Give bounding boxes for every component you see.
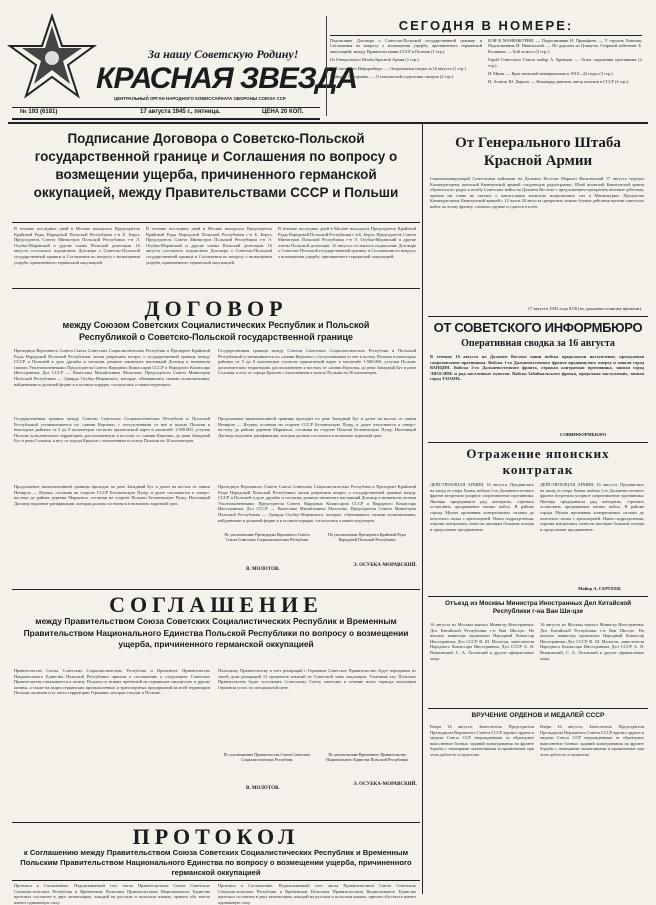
awards-col-2: Вчера 16 августа, Заместитель Председателя Президиума Верховного Совета СССР вручил ордена и медали Союза ССР награжденным за образцовое выполнение боевых заданий командования на фронте борьбы с немецкими захватчиками и проявленные при этом доблесть и мужество. (540, 724, 644, 757)
newspaper-title: КРАСНАЯ ЗВЕЗДА (96, 62, 358, 95)
japan-title: Отражение японских контратак (466, 446, 610, 477)
today-item: И. Асанов, Ю. Дарьин. — Командир дивизии, автор поисков в СССР (4 стр.). (488, 79, 630, 85)
treaty-col-2b: Продолжение вышеописанной границы проходит по реке Западный Буг и далее на восток от линии Немиров — Ялувка, оставляя на стороне СССР Беловежскую Пущу, и далее отклоняется к северо-востоку до района деревни Марыньск, оставляя на стороне Польши Беловежскую Пущу. Настоящий Договор подлежит ратификации, которая должна состояться в возможно короткий срок. (218, 416, 416, 438)
today-item: Подписание Договора о Советско-Польской государственной границе и Соглашения по вопросу о возмещении ущерба, причиненного германской оккупацией, между Правительствами СССР и Польши (1 стр.). (330, 38, 482, 54)
today-list-right (488, 38, 642, 85)
treaty-col-2: Государственная граница между Союзом Советских Социалистических Республик и Польской Республикой устанавливается по «линии Керзона» с отступлениями от нее в пользу Польши в некоторых районах от 5 до 8 километров согласно прилагаемой карте в масштабе 1:500.000, уступая Польше дополнительно территорию, расположенную к востоку от «линии Керзона» до реки Западный Буг и реки Солокия, к югу от города Крылов с отклонением в пользу Польши на 30 километров. (218, 348, 416, 376)
intro-col-2: В течение последних дней в Москве находился Председатель Крайовой Рады Народовой Польской Республики г-н Б. Берут, Председатель Совета Министров Польской Республики г-н Э. Осубка-Моравский и другие члены Польской делегации. 16 августа состоялось подписание Договора о Советско-Польской государственной границе и Соглашения по вопросу о возмещении ущерба, причиненного германской оккупацией. (146, 226, 272, 265)
today-item: БОИ В МАНЬЧЖУРИИ. — Подполковник Н. Прокофьев. — У отрогов Хингана; Подполковник Н. Никольский. — По дорогам из Цзямусы; Старший лейтенант Б. Косинков. — Бой за мост (3 стр.). (488, 38, 642, 54)
today-item: Майор С. Писаренко. — О тактической подготовке саперов (2 стр.). (330, 74, 455, 80)
today-list-left (330, 38, 482, 79)
awards-title: ВРУЧЕНИЕ ОРДЕНОВ И МЕДАЛЕЙ СССР (471, 712, 605, 719)
treaty-col-2c: Президиум Верховного Совета Союза Советских Социалистических Республик и Президент Крайовой Рады Народовой Польской Республики, желая разрешить вопрос о государственной границе между СССР и Польшей в духе дружбы и согласия, решили заключить настоящий Договор и назначили своими Уполномоченными: Председателя Совета Народных Комиссаров СССР и Народного Комиссара Иностранных Дел СССР — Вячеслава Михайловича Молотова; Председателя Совета Министров Польской Республики — Эдварда Осубку-Моравского, которые, обменявшись своими полномочиями, найденными в должной форме и в полном порядке, согласились о нижеследующем. (218, 484, 416, 523)
treaty-col-1: Президиум Верховного Совета Союза Советских Социалистических Республик и Президент Крайовой Рады Народовой Польской Республики, желая разрешить вопрос о государственной границе между СССР и Польшей в духе дружбы и согласия, решили заключить настоящий Договор и назначили своими Уполномоченными: Председателя Совета Народных Комиссаров СССР и Народного Комиссара Иностранных Дел СССР — Вячеслава Михайловича Молотова; Председателя Совета Министров Польской Республики — Эдварда Осубку-Моравского, которые, обменявшись своими полномочиями, найденными в должной форме и в полном порядке, согласились о нижеследующем. (14, 348, 210, 387)
sig-caption-ussr: По уполномочию Президиума Верховного Совета Союза Советских Социалистических Республик (224, 532, 310, 542)
issue-number: № 193 (6181) (20, 109, 58, 115)
treaty-col-1c: Продолжение вышеописанной границы проходит по реке Западный Буг и далее на восток от линии Немиров — Ялувка, оставляя на стороне СССР Беловежскую Пущу, и далее отклоняется к северо-востоку до района деревни Марыньск, оставляя на стороне Польши Беловежскую Пущу. Настоящий Договор подлежит ратификации, которая должна состояться в возможно короткий срок. (14, 484, 210, 506)
awards-col-1: Вчера 16 августа, Заместитель Председателя Президиума Верховного Совета СССР вручил ордена и медали Союза ССР награжденным за образцовое выполнение боевых заданий командования на фронте борьбы с немецкими захватчиками и проявленные при этом доблесть и мужество. (430, 724, 534, 757)
agreement-col-1: Правительство Союза Советских Социалистических Республик и Временное Правительство Национального Единства Польской Республики пришли к соглашению о следующем: Советское Правительство отказывается в пользу Польши от всяких претензий на германское имущество и другие активы, а также на акции германских промышленных и транспортных предприятий на всей территории Польши, включая и ту часть территории Германии, которая отходит к Польше. (14, 668, 210, 696)
general-staff-text: Главнокомандующий Советскими войсками на Дальнем Востоке Маршал Василевский 17 августа передал Командующему японской Квантунской армией следующую радиограмму: Штаб японской Квантунской армии обратился по радио к штабу Советских войск на Дальнем Востоке с предложением прекратить военные действия, причем ни слова не сказано о капитуляции японских вооруженных сил в Маньчжурии. Предлагаю Командующему Квантунской армией с 12 часов 20 августа прекратить всякие боевые действия против советских войск по всему фронту, сложить оружие и сдаться в плен. (430, 176, 644, 209)
agreement-subtitle: между Правительством Союза Советских Социалистических Республик и Временным Правительством Национального Единства Польской Республики по вопросу о возмещении ущерба, причиненного германской оккупацией (23, 616, 409, 649)
japan-col-2: ДЕЙСТВУЮЩАЯ АРМИЯ, 16 августа. Продвигаясь на запад от озера Ханка, войска 1-го Дальневосточного фронта встретили упорное сопротивление противника. Японцы предприняли ряд контратак, стремясь остановить продвижение наших войск. В районе города Мулин противник контратаковал силами до пехотного полка с артиллерией. Наши подразделения, отразив контратаки, нанесли японцам большие потери и продолжают продвижение. (540, 482, 644, 532)
price: ЦЕНА 20 КОП. (262, 109, 304, 115)
signature-osubka: Э. ОСУБКА-МОРАВСКИЙ. (353, 563, 417, 568)
informburo-subtitle: Оперативная сводка за 16 августа (461, 338, 615, 349)
protocol-title: ПРОТОКОЛ (132, 824, 300, 849)
treaty-col-1b: Государственная граница между Союзом Советских Социалистических Республик и Польской Республикой устанавливается по «линии Керзона» с отступлениями от нее в пользу Польши в некоторых районах от 5 до 8 километров согласно прилагаемой карте в масштабе 1:500.000, уступая Польше дополнительно территорию, расположенную к востоку от «линии Керзона» до реки Западный Буг и реки Солокия, к югу от города Крылов с отклонением в пользу Польши на 30 километров. (14, 416, 210, 444)
main-headline: Подписание Договора о Советско-Польской государственной границе и Соглашения по вопросу о возмещении ущерба, причиненного германской оккупацией, между Правительствами СССР и Польши (33, 131, 399, 200)
general-staff-title: От Генерального Штаба Красной Армии (455, 135, 621, 169)
treaty-subtitle: между Союзом Советских Социалистических Республик и Польской Республикой о Советско-Польской государственной границе (62, 320, 370, 342)
today-item: И. Мини. — Крах японской империализма в 1918—22 годах (3 стр.). (488, 71, 614, 77)
ambassador-col-1: 16 августа из Москвы выехал Министр Иностранных Дел Китайской Республики г-н Ван Ши-цзе. На вокзале министра провожали Народный Комиссар Иностранных Дел СССР В. М. Молотов, заместители Народного Комиссара Иностранных Дел СССР А. Я. Вышинский, С. А. Лозовский и другие официальные лица. (430, 622, 534, 661)
sig-caption-poland: По уполномочию Президента Крайовой Рады Народовой Польской Республики (328, 532, 406, 542)
intro-col-1: В течение последних дней в Москве находился Председатель Крайовой Рады Народовой Польской Республики г-н Б. Берут, Председатель Совета Министров Польской Республики г-н Э. Осубка-Моравский и другие члены Польской делегации. 16 августа состоялось подписание Договора о Советско-Польской государственной границе и Соглашения по вопросу о возмещении ущерба, причиненного германской оккупацией. (14, 226, 140, 265)
signature-molotov-2: В. МОЛОТОВ. (246, 786, 280, 791)
general-staff-date: 17 августа 1945 года 8.00 (по дальневосточному времени). (527, 306, 642, 311)
issue-date: 17 августа 1945 г., пятница. (140, 109, 221, 115)
ambassador-col-2: 16 августа из Москвы выехал Министр Иностранных Дел Китайской Республики г-н Ван Ши-цзе. На вокзале министра провожали Народный Комиссар Иностранных Дел СССР В. М. Молотов, заместители Народного Комиссара Иностранных Дел СССР А. Я. Вышинский, С. А. Лозовский и другие официальные лица. (540, 622, 644, 661)
signature-osubka-2: Э. ОСУБКА-МОРАВСКИЙ. (353, 782, 417, 787)
protocol-col-2: Протокол к Соглашению. Подписываемый сего числа Правительством Союза Советских Социалистических Республик и Временным Польским Правительством Национального Единства протокол составлен в двух экземплярах, каждый на русском и польском языках, причем оба текста имеют одинаковую силу. (218, 883, 416, 905)
masthead-star (8, 14, 96, 102)
japan-col-1: ДЕЙСТВУЮЩАЯ АРМИЯ, 16 августа. Продвигаясь на запад от озера Ханка, войска 1-го Дальневосточного фронта встретили упорное сопротивление противника. Японцы предприняли ряд контратак, стремясь остановить продвижение наших войск. В районе города Мулин противник контратаковал силами до пехотного полка с артиллерией. Наши подразделения, отразив контратаки, нанесли японцам большие потери и продолжают продвижение. (430, 482, 534, 532)
informburo-signoff: СОВИНФОРМБЮРО (560, 432, 607, 437)
today-item: От Генерального Штаба Красной Армии (1 стр.). (330, 57, 420, 63)
sig-caption-poland-gov: По уполномочию Временного Правительства Национального Единства Польской Республики (326, 752, 408, 762)
slogan: За нашу Советскую Родину! (148, 47, 299, 61)
ambassador-title: Отъезд из Москвы Министра Иностранных Дел Китайской Республики г-на Ван Ши-цзе (444, 600, 632, 615)
sig-caption-ussr-gov: По уполномочию Правительства Союза Советских Социалистических Республик (223, 752, 311, 762)
japan-author: Майор А. СЕРГЕЕВ. (578, 586, 622, 591)
protocol-col-1: Протокол к Соглашению. Подписываемый сего числа Правительством Союза Советских Социалистических Республик и Временным Польским Правительством Национального Единства протокол составлен в двух экземплярах, каждый на русском и польском языках, причем оба текста имеют одинаковую силу. (14, 883, 210, 905)
today-header: СЕГОДНЯ В НОМЕРЕ: (398, 18, 574, 33)
treaty-title: ДОГОВОР (144, 296, 288, 321)
newspaper-subtitle: ЦЕНТРАЛЬНЫЙ ОРГАН НАРОДНОГО КОМИССАРИАТА ОБОРОНЫ СОЮЗА ССР (114, 96, 286, 101)
informburo-title: ОТ СОВЕТСКОГО ИНФОРМБЮРО (433, 320, 643, 335)
agreement-title: СОГЛАШЕНИЕ (109, 592, 323, 617)
intro-col-3: В течение последних дней в Москве находился Председатель Крайовой Рады Народовой Польской Республики г-н Б. Берут, Председатель Совета Министров Польской Республики г-н Э. Осубка-Моравский и другие члены Польской делегации. 16 августа состоялось подписание Договора о Советско-Польской государственной границе и Соглашения по вопросу о возмещении ущерба, причиненного германской оккупацией. (278, 226, 416, 259)
today-item: От Советского Информбюро. — Оперативная сводка за 16 августа (1 стр.). (330, 65, 467, 71)
informburo-text: В течение 16 августа на Дальнем Востоке наши войска продолжали наступление, преодолевая сопротивление противника. Войска 1-го Дальневосточного фронта продвинулись вперед и заняли город ВАНЦИН. Войска 2-го Дальневосточного фронта, отражая контратаки противника, заняли город ЛЯОСЯНЬ и ряд населенных пунктов. Войска Забайкальского фронта, продолжая наступление, заняли город ТАОАНЬ. (430, 354, 644, 382)
today-item: Герой Советского Союза майор А. Кривцов. — Опыт окружения противника (2 стр.). (488, 57, 642, 68)
agreement-col-2: Польскому Правительству в счет репараций с Германии Советское Правительство будет передавать из своей доли репараций 15 процентов изъятий из Советской зоны оккупации. Учитывая это, Польское Правительство будет поставлять Советскому Союзу ежегодно в течение всего периода оккупации Германии уголь по специальной цене. (218, 668, 416, 690)
protocol-subtitle: к Соглашению между Правительством Союза Советских Социалистических Республик и Временным Польским Правительством Национального Единства по вопросу о возмещении ущерба, причиненного германской оккупацией (20, 848, 412, 877)
signature-molotov: В. МОЛОТОВ. (246, 567, 280, 572)
